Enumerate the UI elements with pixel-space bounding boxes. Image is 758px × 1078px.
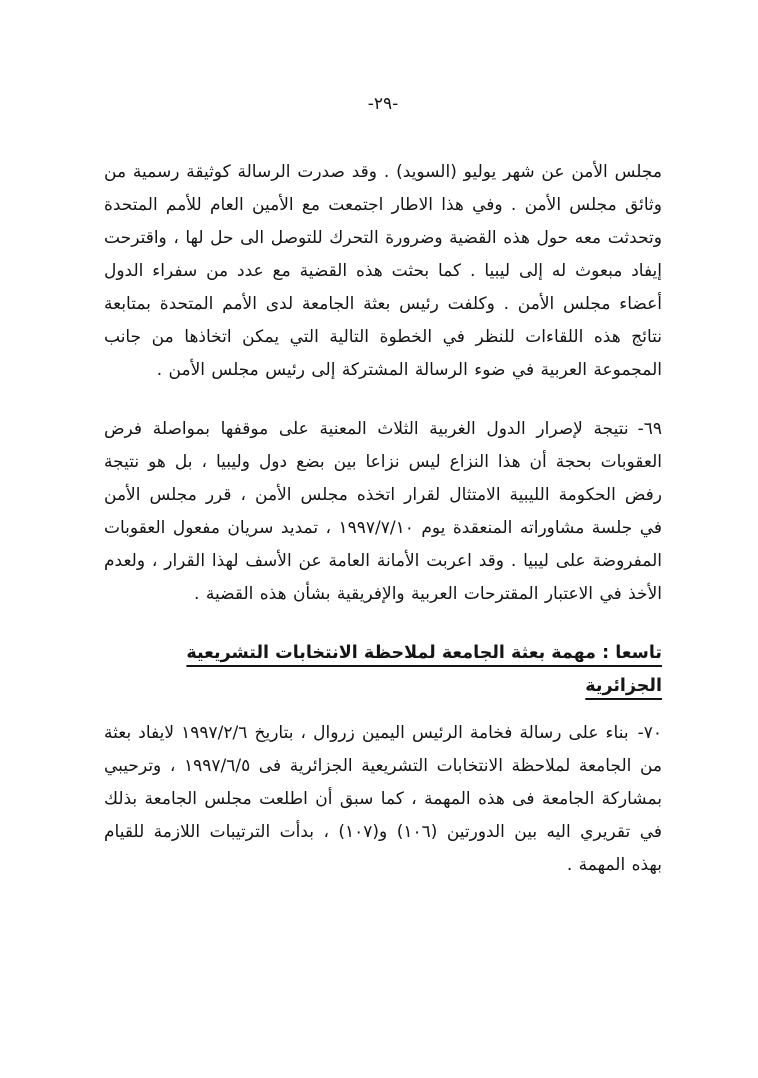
item-69-text: نتيجة لإصرار الدول الغربية الثلاث المعنية على موقفها بمواصلة فرض العقوبات بحجة أن هذا النزاع ليس نزاعا بين بضع دول وليبيا ، بل هو نتيجة رفض الحكومة الليبية الامتثال لقرار اتخذه مجلس الأمن ، قرر مجلس الأمن في جلسة مشاوراته المنعقدة يوم ١٩٩٧/٧/١٠ ، تمديد سريان مفعول العقوبات المفروضة على ليبيا . وقد اعربت الأمانة العامة عن الأسف لهذا القرار ، ولعدم الأخذ في الاعتبار المقترحات العربية والإفريقية بشأن هذه القضية . — [104, 419, 662, 604]
section-heading — [104, 637, 662, 703]
list-item-70 — [104, 717, 662, 882]
section-heading-text: تاسعا : مهمة بعثة الجامعة لملاحظة الانتخابات التشريعية الجزائرية — [186, 643, 662, 696]
page-number: -٢٩- — [367, 94, 399, 114]
paragraph-continuation: مجلس الأمن عن شهر يوليو (السويد) . وقد صدرت الرسالة كوثيقة رسمية من وثائق مجلس الأمن . وفي هذا الاطار اجتمعت مع الأمين العام للأمم المتحدة وتحدثت معه حول هذه القضية وضرورة التحرك للتوصل الى حل لها ، واقترحت إيفاد مبعوث له إلى ليبيا . كما بحثت هذه القضية مع عدد من سفراء الدول أعضاء مجلس الأمن . وكلفت رئيس بعثة الجامعة لدى الأمم المتحدة بمتابعة نتائج هذه اللقاءات للنظر في الخطوة التالية التي يمكن اتخاذها من جانب المجموعة العربية في ضوء الرسالة المشتركة إلى رئيس مجلس الأمن . — [104, 162, 662, 380]
item-69-marker: ٦٩- — [637, 419, 662, 439]
list-item-69 — [104, 413, 662, 611]
item-70-marker: ٧٠- — [637, 723, 662, 743]
item-70-text: بناء على رسالة فخامة الرئيس اليمين زروال ، بتاريخ ١٩٩٧/٢/٦ لايفاد بعثة من الجامعة لملاحظة الانتخابات التشريعية الجزائرية فى ١٩٩٧/٦/٥ ، وترحيبي بمشاركة الجامعة فى هذه المهمة ، كما سبق أن اطلعت مجلس الجامعة بذلك في تقريري اليه بين الدورتين (١٠٦) و(١٠٧) ، بدأت الترتيبات اللازمة للقيام بهذه المهمة . — [104, 723, 662, 875]
